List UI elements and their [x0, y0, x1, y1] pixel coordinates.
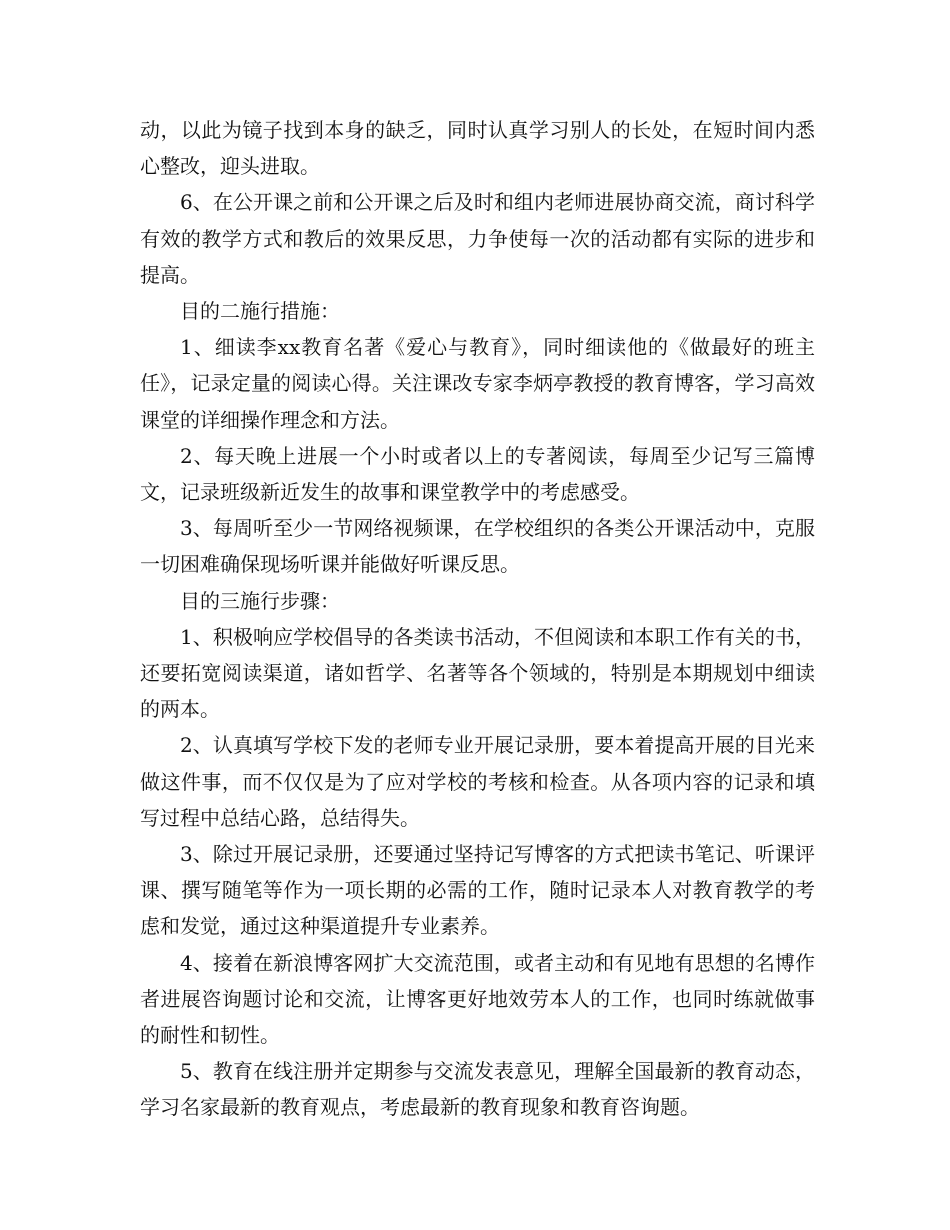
paragraph-goal-three-item-2: 2、认真填写学校下发的老师专业开展记录册，要本着提高开展的目光来做这件事，而不仅仅是为了应对学校的考核和检查。从各项内容的记录和填写过程中总结心路，总结得失。 [140, 733, 815, 830]
paragraph-goal-two-item-1: 1、细读李xx教育名著《爱心与教育》，同时细读他的《做最好的班主任》，记录定量的阅读心得。关注课改专家李炳亭教授的教育博客，学习高效课堂的详细操作理念和方法。 [140, 335, 815, 432]
paragraph-goal-two-item-2: 2、每天晚上进展一个小时或者以上的专著阅读，每周至少记写三篇博文，记录班级新近发生的故事和课堂教学中的考虑感受。 [140, 443, 815, 505]
paragraph-item-6: 6、在公开课之前和公开课之后及时和组内老师进展协商交流，商讨科学有效的教学方式和教后的效果反思，力争使每一次的活动都有实际的进步和提高。 [140, 190, 815, 287]
paragraph-goal-three-item-1: 1、积极响应学校倡导的各类读书活动，不但阅读和本职工作有关的书，还要拓宽阅读渠道，诸如哲学、名著等各个领域的，特别是本期规划中细读的两本。 [140, 624, 815, 722]
paragraph-goal-three-item-3: 3、除过开展记录册，还要通过坚持记写博客的方式把读书笔记、听课评课、撰写随笔等作为一项长期的必需的工作，随时记录本人对教育教学的考虑和发觉，通过这种渠道提升专业素养。 [140, 842, 815, 939]
section-heading-goal-two: 目的二施行措施： [180, 299, 340, 324]
paragraph-goal-three-item-5: 5、教育在线注册并定期参与交流发表意见，理解全国最新的教育动态，学习名家最新的教育观点，考虑最新的教育现象和教育咨询题。 [140, 1059, 815, 1120]
section-heading-goal-three: 目的三施行步骤： [180, 588, 340, 613]
document-page [140, 112, 815, 1126]
paragraph-continuation: 动，以此为镜子找到本身的缺乏，同时认真学习别人的长处，在短时间内悉心整改，迎头进取。 [140, 118, 815, 179]
paragraph-goal-two-item-3: 3、每周听至少一节网络视频课，在学校组织的各类公开课活动中，克服一切困难确保现场听课并能做好听课反思。 [140, 516, 815, 577]
paragraph-goal-three-item-4: 4、接着在新浪博客网扩大交流范围，或者主动和有见地有思想的名博作者进展咨询题讨论和交流，让博客更好地效劳本人的工作，也同时练就做事的耐性和韧性。 [140, 950, 815, 1048]
